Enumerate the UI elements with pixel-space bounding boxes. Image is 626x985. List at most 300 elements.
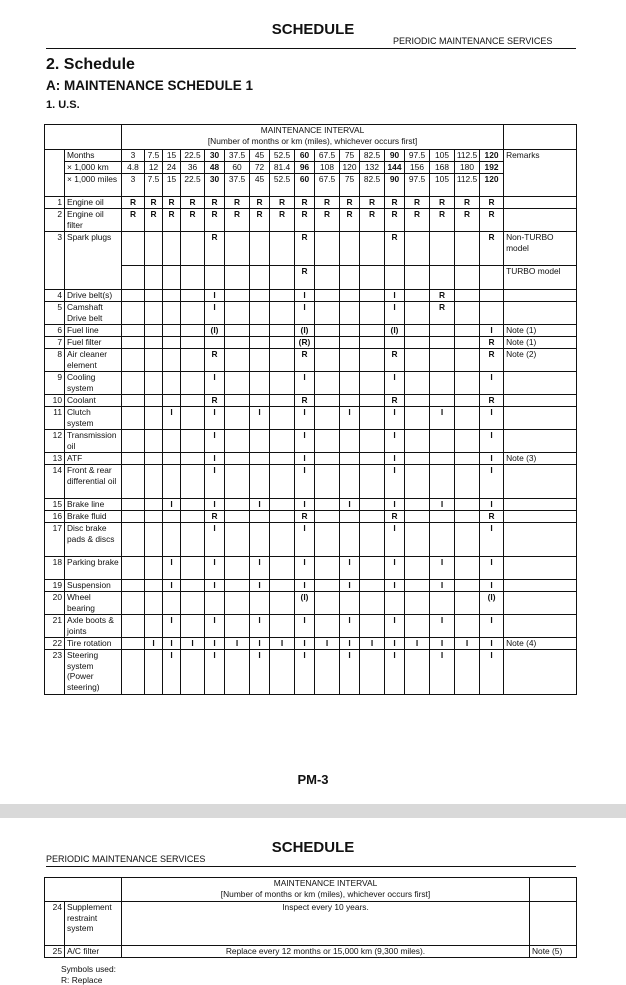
- row-action-cell: [270, 557, 295, 580]
- row-action-cell: R: [295, 395, 315, 407]
- row-action-cell: [181, 266, 205, 290]
- row-action-cell: [225, 290, 250, 302]
- row-action-cell: [250, 465, 270, 499]
- row-action-cell: I: [385, 615, 405, 638]
- row-action-cell: [225, 372, 250, 395]
- row-action-cell: [315, 372, 340, 395]
- row-action-cell: [405, 499, 430, 511]
- row-action-cell: [122, 580, 145, 592]
- row-action-cell: [405, 407, 430, 430]
- row-action-cell: [122, 290, 145, 302]
- row-action-cell: [455, 499, 480, 511]
- row-action-cell: I: [163, 638, 181, 650]
- interval-miles-value: 7.5: [145, 174, 163, 197]
- row-item: Transmission oil: [65, 430, 122, 453]
- row-action-cell: [480, 302, 504, 325]
- row-action-cell: I: [430, 407, 455, 430]
- row-action-cell: I: [205, 615, 225, 638]
- row-action-cell: R: [385, 395, 405, 407]
- row-action-cell: [405, 615, 430, 638]
- row-action-cell: [270, 407, 295, 430]
- row-number: 14: [45, 465, 65, 499]
- row-action-cell: [455, 580, 480, 592]
- row-action-cell: [315, 266, 340, 290]
- row-action-cell: R: [430, 290, 455, 302]
- row-action-cell: I: [340, 580, 360, 592]
- row-action-cell: R: [455, 209, 480, 232]
- interval-months-value: 120: [480, 150, 504, 162]
- row-action-cell: I: [430, 580, 455, 592]
- row-action-cell: I: [385, 372, 405, 395]
- row-number: 22: [45, 638, 65, 650]
- row-action-cell: [430, 592, 455, 615]
- row-action-cell: [340, 523, 360, 557]
- row-action-cell: [455, 266, 480, 290]
- row-action-cell: I: [250, 638, 270, 650]
- row-action-cell: [270, 232, 295, 266]
- interval-months-row: [45, 150, 577, 162]
- row-action-cell: [455, 372, 480, 395]
- row-action-cell: [145, 511, 163, 523]
- row-action-cell: R: [340, 209, 360, 232]
- row-action-cell: I: [250, 499, 270, 511]
- row-action-cell: [145, 580, 163, 592]
- row-action-cell: [225, 349, 250, 372]
- row-action-cell: I: [205, 430, 225, 453]
- row-action-cell: [270, 580, 295, 592]
- interval-miles-value: 22.5: [181, 174, 205, 197]
- row-action-cell: [315, 302, 340, 325]
- row-action-cell: [340, 290, 360, 302]
- row-action-cell: [340, 337, 360, 349]
- row-action-cell: [205, 266, 225, 290]
- row-action-cell: [270, 511, 295, 523]
- row-action-cell: [270, 499, 295, 511]
- table-row: [45, 372, 577, 395]
- row-action-cell: R: [205, 511, 225, 523]
- table-row: [45, 430, 577, 453]
- row-action-cell: [181, 523, 205, 557]
- row-action-cell: R: [295, 511, 315, 523]
- row-action-cell: [181, 337, 205, 349]
- row-action-cell: (I): [205, 325, 225, 337]
- row-action-cell: [430, 266, 455, 290]
- interval-km-value: 156: [405, 162, 430, 174]
- row-action-cell: [122, 453, 145, 465]
- row-action-cell: [225, 337, 250, 349]
- interval-miles-value: 45: [250, 174, 270, 197]
- row-number: 8: [45, 349, 65, 372]
- row-action-cell: (I): [295, 325, 315, 337]
- row-item: Spark plugs: [65, 232, 122, 290]
- row-action-cell: R: [181, 197, 205, 209]
- row-action-cell: [430, 453, 455, 465]
- row-action-cell: [181, 580, 205, 592]
- row-action-cell: [122, 499, 145, 511]
- row-action-cell: I: [480, 453, 504, 465]
- row-action-cell: [225, 615, 250, 638]
- row-action-cell: [225, 511, 250, 523]
- row-action-cell: [225, 592, 250, 615]
- row-action-cell: I: [385, 650, 405, 695]
- row-action-cell: [250, 592, 270, 615]
- interval-months-label: Months: [65, 150, 122, 162]
- row-number: 9: [45, 372, 65, 395]
- row-action-cell: [430, 523, 455, 557]
- row-item: Coolant: [65, 395, 122, 407]
- interval-months-value: 3: [122, 150, 145, 162]
- interval-miles-value: 60: [295, 174, 315, 197]
- row-action-cell: [163, 465, 181, 499]
- row-action-cell: [122, 638, 145, 650]
- row-action-cell: [122, 511, 145, 523]
- row-action-cell: I: [250, 580, 270, 592]
- row-action-cell: I: [163, 615, 181, 638]
- row-action-cell: I: [340, 499, 360, 511]
- row-action-cell: [181, 511, 205, 523]
- row-action-cell: [340, 395, 360, 407]
- row-action-cell: R: [295, 349, 315, 372]
- row-action-cell: I: [430, 650, 455, 695]
- row-action-cell: [205, 592, 225, 615]
- row-action-cell: [340, 349, 360, 372]
- row-action-cell: [181, 499, 205, 511]
- row-action-cell: I: [205, 302, 225, 325]
- row-action-cell: [225, 407, 250, 430]
- row-action-cell: [315, 325, 340, 337]
- row-action-cell: I: [430, 499, 455, 511]
- row-action-cell: I: [181, 638, 205, 650]
- row-action-cell: [360, 290, 385, 302]
- row-action-cell: R: [145, 209, 163, 232]
- row-action-cell: [145, 430, 163, 453]
- row-item: Axle boots & joints: [65, 615, 122, 638]
- row-action-cell: [405, 302, 430, 325]
- row-action-cell: [315, 615, 340, 638]
- row-action-cell: [163, 290, 181, 302]
- row-action-cell: [225, 499, 250, 511]
- row-action-cell: [163, 337, 181, 349]
- row-action-cell: [122, 407, 145, 430]
- row-action-cell: [455, 430, 480, 453]
- row-action-cell: [270, 465, 295, 499]
- row-action-cell: [360, 650, 385, 695]
- row-remark: [504, 372, 577, 395]
- row-action-cell: R: [163, 209, 181, 232]
- row-action-cell: [181, 592, 205, 615]
- interval-months-value: 75: [340, 150, 360, 162]
- maintenance-schedule-table: [44, 124, 577, 695]
- row-action-cell: R: [225, 209, 250, 232]
- row-action-cell: [360, 465, 385, 499]
- interval-km-value: 72: [250, 162, 270, 174]
- row-action-cell: [430, 349, 455, 372]
- row-action-cell: I: [480, 580, 504, 592]
- row-action-cell: [315, 511, 340, 523]
- row-remark: [530, 902, 577, 946]
- interval-miles-value: 30: [205, 174, 225, 197]
- row-action-cell: [315, 465, 340, 499]
- row-action-cell: [405, 592, 430, 615]
- row-action-cell: [122, 232, 145, 266]
- interval-months-value: 105: [430, 150, 455, 162]
- row-action-cell: I: [295, 302, 315, 325]
- row-action-cell: [340, 430, 360, 453]
- row-action-cell: [181, 557, 205, 580]
- row-item: Air cleaner element: [65, 349, 122, 372]
- row-remark: [504, 523, 577, 557]
- row-action-cell: [340, 511, 360, 523]
- row-action-cell: [181, 395, 205, 407]
- row-action-cell: [145, 592, 163, 615]
- row-item: Wheel bearing: [65, 592, 122, 615]
- row-action-cell: [145, 232, 163, 266]
- interval-miles-value: 120: [480, 174, 504, 197]
- remarks-header-blank: [504, 125, 577, 150]
- interval-km-value: 144: [385, 162, 405, 174]
- row-action-cell: I: [205, 523, 225, 557]
- row-action-cell: R: [122, 209, 145, 232]
- row-action-cell: I: [455, 638, 480, 650]
- row-action-cell: [455, 337, 480, 349]
- row-action-cell: [405, 232, 430, 266]
- row-action-cell: [250, 266, 270, 290]
- row-action-cell: [360, 511, 385, 523]
- row-action-cell: [181, 465, 205, 499]
- row-action-cell: [122, 557, 145, 580]
- row-action-cell: [360, 499, 385, 511]
- interval-miles-value: 37.5: [225, 174, 250, 197]
- table-row: [45, 232, 577, 266]
- row-remark: Note (1): [504, 325, 577, 337]
- row-action-cell: [340, 266, 360, 290]
- header-title-2: SCHEDULE: [271, 839, 355, 856]
- row-remark: [504, 290, 577, 302]
- row-action-cell: [181, 615, 205, 638]
- row-action-cell: [360, 557, 385, 580]
- row-action-cell: [250, 302, 270, 325]
- row-interval-text: Inspect every 10 years.: [122, 902, 530, 946]
- row-action-cell: R: [340, 197, 360, 209]
- interval-km-value: 168: [430, 162, 455, 174]
- row-number: 16: [45, 511, 65, 523]
- row-action-cell: [430, 372, 455, 395]
- row-action-cell: [315, 580, 340, 592]
- row-item: Steering system (Power steering): [65, 650, 122, 695]
- row-remark: Note (4): [504, 638, 577, 650]
- row-remark: [504, 209, 577, 232]
- row-action-cell: [163, 453, 181, 465]
- table-row: [45, 395, 577, 407]
- row-action-cell: [122, 465, 145, 499]
- row-action-cell: I: [385, 407, 405, 430]
- row-action-cell: [205, 337, 225, 349]
- table-row: [45, 302, 577, 325]
- row-item: Cooling system: [65, 372, 122, 395]
- row-action-cell: [250, 453, 270, 465]
- row-action-cell: R: [181, 209, 205, 232]
- row-action-cell: I: [385, 302, 405, 325]
- row-action-cell: I: [430, 638, 455, 650]
- row-action-cell: [225, 580, 250, 592]
- row-action-cell: [315, 337, 340, 349]
- row-remark: [504, 557, 577, 580]
- row-action-cell: [250, 523, 270, 557]
- table-row: [45, 325, 577, 337]
- row-action-cell: [145, 615, 163, 638]
- row-action-cell: R: [430, 302, 455, 325]
- row-action-cell: [270, 395, 295, 407]
- row-action-cell: [360, 266, 385, 290]
- row-action-cell: R: [295, 232, 315, 266]
- row-number: 10: [45, 395, 65, 407]
- interval-miles-value: 3: [122, 174, 145, 197]
- row-action-cell: [455, 325, 480, 337]
- row-action-cell: I: [205, 372, 225, 395]
- row-number: 5: [45, 302, 65, 325]
- heading-schedule: 2. Schedule: [46, 56, 135, 73]
- row-action-cell: I: [480, 557, 504, 580]
- row-number: 21: [45, 615, 65, 638]
- row-action-cell: [145, 557, 163, 580]
- interval-miles-value: 90: [385, 174, 405, 197]
- table-row: [45, 197, 577, 209]
- row-action-cell: I: [295, 499, 315, 511]
- row-number: 17: [45, 523, 65, 557]
- row-action-cell: [225, 325, 250, 337]
- row-action-cell: [405, 325, 430, 337]
- row-item: Camshaft Drive belt: [65, 302, 122, 325]
- row-action-cell: [405, 266, 430, 290]
- interval-km-value: 192: [480, 162, 504, 174]
- interval-km-value: 81.4: [270, 162, 295, 174]
- interval-km-value: 180: [455, 162, 480, 174]
- row-action-cell: [225, 302, 250, 325]
- row-item: Brake line: [65, 499, 122, 511]
- row-remark: [504, 395, 577, 407]
- interval-months-value: 22.5: [181, 150, 205, 162]
- interval-miles-value: 75: [340, 174, 360, 197]
- row-remark: [504, 302, 577, 325]
- row-action-cell: I: [385, 465, 405, 499]
- row-action-cell: [145, 302, 163, 325]
- row-number: 19: [45, 580, 65, 592]
- row-action-cell: [405, 523, 430, 557]
- row-action-cell: R: [295, 197, 315, 209]
- interval-months-value: 52.5: [270, 150, 295, 162]
- row-action-cell: I: [385, 430, 405, 453]
- row-action-cell: [145, 465, 163, 499]
- row-action-cell: [181, 349, 205, 372]
- interval-miles-value: 15: [163, 174, 181, 197]
- row-action-cell: [455, 395, 480, 407]
- row-remark: [504, 465, 577, 499]
- row-interval-text: Replace every 12 months or 15,000 km (9,300 miles).: [122, 946, 530, 958]
- row-action-cell: I: [163, 650, 181, 695]
- row-action-cell: I: [480, 430, 504, 453]
- row-action-cell: [315, 290, 340, 302]
- row-action-cell: I: [340, 615, 360, 638]
- interval-months-value: 112.5: [455, 150, 480, 162]
- row-action-cell: R: [270, 209, 295, 232]
- row-action-cell: I: [295, 453, 315, 465]
- interval-miles-value: 52.5: [270, 174, 295, 197]
- row-action-cell: [145, 349, 163, 372]
- row-action-cell: I: [295, 650, 315, 695]
- row-action-cell: [455, 302, 480, 325]
- row-action-cell: I: [163, 407, 181, 430]
- row-action-cell: I: [295, 523, 315, 557]
- row-action-cell: I: [385, 290, 405, 302]
- row-remark: Note (2): [504, 349, 577, 372]
- table-row: [45, 946, 577, 958]
- row-action-cell: R: [205, 395, 225, 407]
- row-action-cell: [181, 325, 205, 337]
- row-action-cell: [122, 302, 145, 325]
- row-action-cell: [455, 511, 480, 523]
- row-action-cell: R: [480, 337, 504, 349]
- interval-months-value: 82.5: [360, 150, 385, 162]
- row-action-cell: I: [315, 638, 340, 650]
- row-action-cell: [315, 430, 340, 453]
- row-action-cell: I: [405, 638, 430, 650]
- row-action-cell: R: [205, 349, 225, 372]
- row-action-cell: R: [385, 197, 405, 209]
- row-action-cell: R: [205, 232, 225, 266]
- row-action-cell: [405, 372, 430, 395]
- row-action-cell: R: [205, 209, 225, 232]
- row-action-cell: R: [480, 349, 504, 372]
- row-number: 4: [45, 290, 65, 302]
- row-action-cell: [430, 232, 455, 266]
- row-action-cell: [455, 592, 480, 615]
- section-title: PERIODIC MAINTENANCE SERVICES: [393, 36, 553, 46]
- row-remark: Note (3): [504, 453, 577, 465]
- row-action-cell: [385, 337, 405, 349]
- table-row: [45, 349, 577, 372]
- row-action-cell: [270, 302, 295, 325]
- row-action-cell: [122, 372, 145, 395]
- row-action-cell: R: [385, 349, 405, 372]
- interval-miles-value: 82.5: [360, 174, 385, 197]
- row-action-cell: [455, 650, 480, 695]
- row-action-cell: I: [480, 325, 504, 337]
- row-action-cell: I: [385, 638, 405, 650]
- row-action-cell: I: [205, 290, 225, 302]
- row-action-cell: I: [385, 557, 405, 580]
- row-action-cell: [163, 349, 181, 372]
- row-action-cell: [340, 232, 360, 266]
- row-remark: [504, 615, 577, 638]
- row-action-cell: I: [205, 499, 225, 511]
- interval-km-row: [45, 162, 577, 174]
- row-action-cell: R: [430, 209, 455, 232]
- row-action-cell: [360, 349, 385, 372]
- row-action-cell: [122, 592, 145, 615]
- row-action-cell: [405, 557, 430, 580]
- remarks-header: Remarks: [504, 150, 577, 197]
- row-action-cell: R: [480, 395, 504, 407]
- row-remark: [504, 580, 577, 592]
- row-action-cell: R: [385, 511, 405, 523]
- row-action-cell: [405, 337, 430, 349]
- row-item: Clutch system: [65, 407, 122, 430]
- heading-region: 1. U.S.: [46, 99, 80, 111]
- row-action-cell: [181, 372, 205, 395]
- row-action-cell: [225, 266, 250, 290]
- row-action-cell: [122, 395, 145, 407]
- interval-km-value: 60: [225, 162, 250, 174]
